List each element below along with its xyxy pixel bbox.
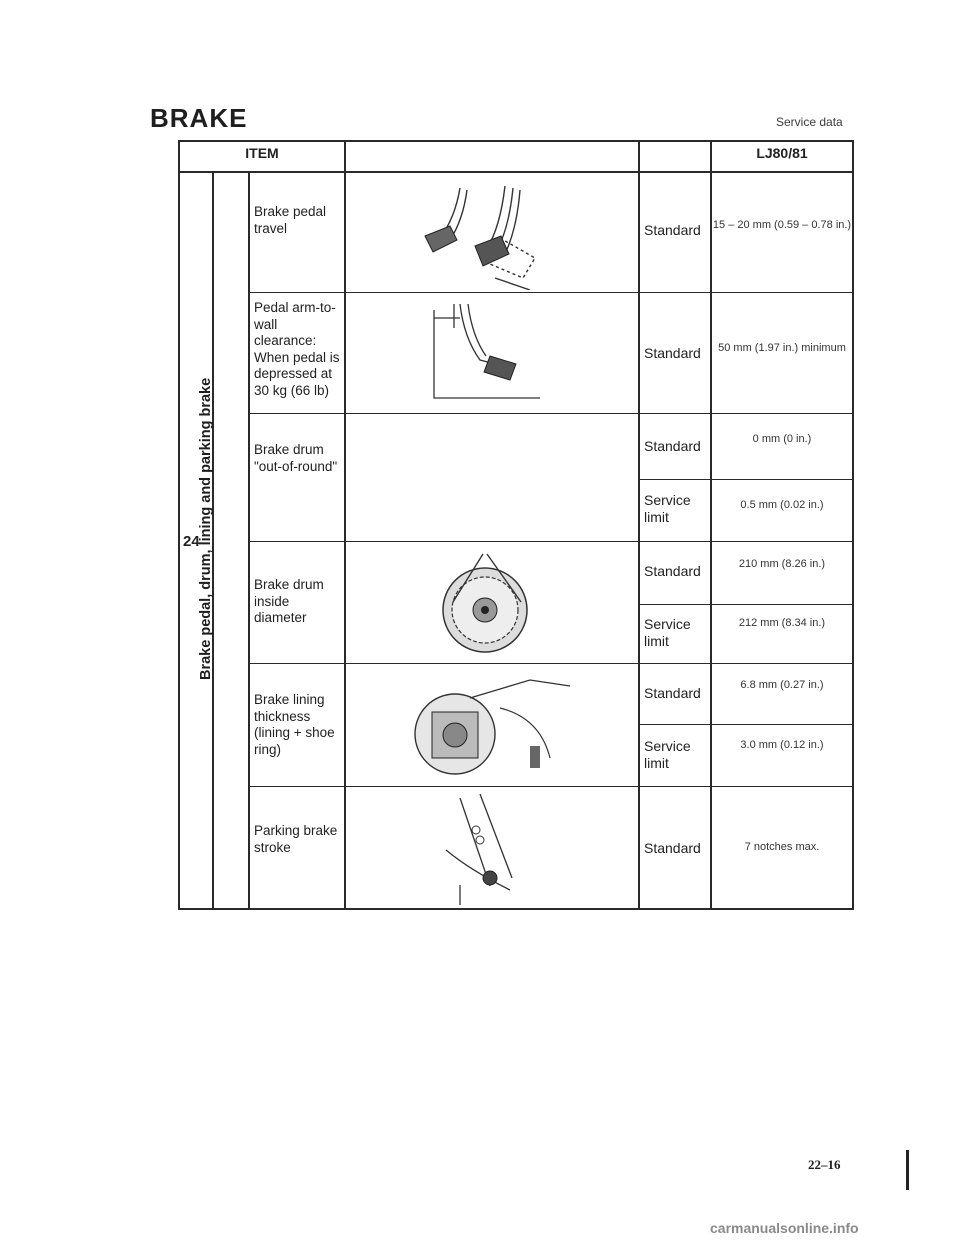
header-item: ITEM — [245, 145, 279, 161]
cond-service-limit: Service limit — [644, 492, 691, 525]
item-drum-inside-diameter: Brake drum inside diameter — [254, 577, 324, 625]
watermark: carmanualsonline.info — [710, 1220, 859, 1236]
value-out-of-round-standard: 0 mm (0 in.) — [752, 433, 812, 445]
right-rule — [906, 1150, 909, 1190]
page-title: BRAKE — [150, 103, 248, 133]
item-parking-brake-stroke: Parking brake stroke — [254, 823, 338, 855]
cond-standard: Standard — [644, 222, 701, 238]
section-title: Brake pedal, drum, lining and parking brake — [198, 377, 214, 680]
value-parking-stroke: 7 notches max. — [744, 841, 820, 853]
cond-standard: Standard — [644, 438, 701, 454]
cond-standard: Standard — [644, 345, 701, 361]
lining-icon — [400, 668, 590, 780]
value-diameter-limit: 212 mm (8.34 in.) — [738, 617, 826, 629]
item-brake-pedal-travel — [250, 204, 342, 237]
page-number: 22–16 — [808, 1157, 841, 1172]
header-model: LJ80/81 — [756, 145, 808, 161]
cond-standard: Standard — [644, 840, 701, 856]
value-pedal-clearance: 50 mm (1.97 in.) minimum — [718, 342, 846, 354]
cond-service-limit: Service limit — [644, 616, 691, 649]
item-label: Brake pedal travel — [254, 204, 327, 236]
item-pedal-clearance: Pedal arm-to-wall clearance: When pedal is depressed at 30 kg (66 lb) — [254, 300, 340, 398]
cond-standard: Standard — [644, 685, 701, 701]
value-lining-limit: 3.0 mm (0.12 in.) — [740, 739, 824, 751]
item-drum-out-of-round: Brake drum "out-of-round" — [254, 442, 338, 474]
value-diameter-standard: 210 mm (8.26 in.) — [738, 558, 826, 570]
value-pedal-travel: 15 – 20 mm (0.59 – 0.78 in.) — [712, 219, 852, 231]
drum-icon — [435, 548, 545, 658]
cond-standard: Standard — [644, 563, 701, 579]
item-lining-thickness: Brake lining thickness (lining + shoe ring) — [254, 692, 335, 757]
section-number: 24 — [183, 533, 200, 550]
pedal-icon — [405, 178, 575, 290]
cond-service-limit: Service limit — [644, 738, 691, 771]
value-out-of-round-limit: 0.5 mm (0.02 in.) — [740, 499, 824, 511]
page-subtitle: Service data — [776, 115, 843, 129]
parking-icon — [440, 790, 540, 905]
clearance-icon — [420, 298, 550, 408]
value-lining-standard: 6.8 mm (0.27 in.) — [740, 679, 824, 691]
